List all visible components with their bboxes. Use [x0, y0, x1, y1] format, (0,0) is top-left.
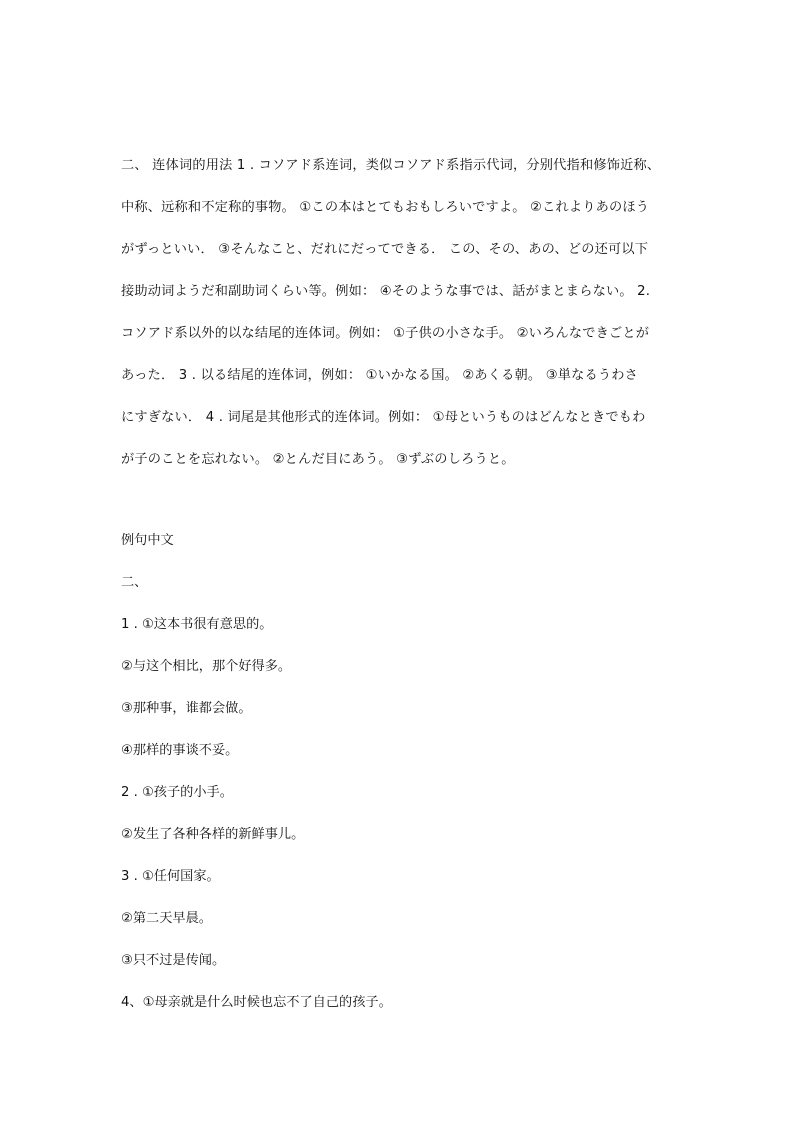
paragraph-line: 中称、远称和不定称的事物。 ①この本はとてもおもしろいですよ。 ②これよりあのほう [121, 200, 650, 215]
list-item: 3 . ①任何国家。 [121, 869, 220, 884]
paragraph-line: が子のことを忘れない。 ②とんだ目にあう。 ③ずぶのしろうと。 [121, 452, 515, 467]
list-item: 1 . ①这本书很有意思的。 [121, 617, 273, 632]
examples-heading: 例句中文 [121, 533, 174, 548]
list-item: 4、①母亲就是什么时候也忘不了自己的孩子。 [121, 995, 392, 1010]
paragraph-line: 接助动词ようだ和副助词くらい等。例如： ④そのような事では、話がまとまらない。 2. [121, 284, 651, 299]
example-translations [121, 520, 681, 1024]
list-item: ②第二天早晨。 [121, 911, 212, 926]
grammar-paragraph [121, 145, 687, 481]
paragraph-line: がずっといい． ③そんなこと、だれにだってできる． この、その、あの、どの还可以下 [121, 242, 649, 257]
list-item: ③只不过是传闻。 [121, 953, 226, 968]
list-item: ③那种事，谁都会做。 [121, 701, 252, 716]
paragraph-line: にすぎない． 4 . 词尾是其他形式的连体词。例如： ①母というものはどんなときでもわ [121, 410, 646, 425]
section-label: 二、 [121, 575, 148, 590]
list-item: ④那样的事谈不妥。 [121, 743, 239, 758]
paragraph-line: あった． 3 . 以る结尾的连体词，例如： ①いかなる国。 ②あくる朝。 ③単なるうわさ [121, 368, 639, 383]
paragraph-line: コソアド系以外的以な结尾的连体词。例如： ①子供の小さな手。 ②いろんなできごとが [121, 326, 650, 341]
paragraph-line: 二、 连体词的用法 1 . コソアド系连词，类似コソアド系指示代词，分别代指和修饰近称、 [121, 158, 661, 173]
list-item: ②发生了各种各样的新鲜事儿。 [121, 827, 305, 842]
list-item: ②与这个相比，那个好得多。 [121, 659, 292, 674]
list-item: 2 . ①孩子的小手。 [121, 785, 233, 800]
